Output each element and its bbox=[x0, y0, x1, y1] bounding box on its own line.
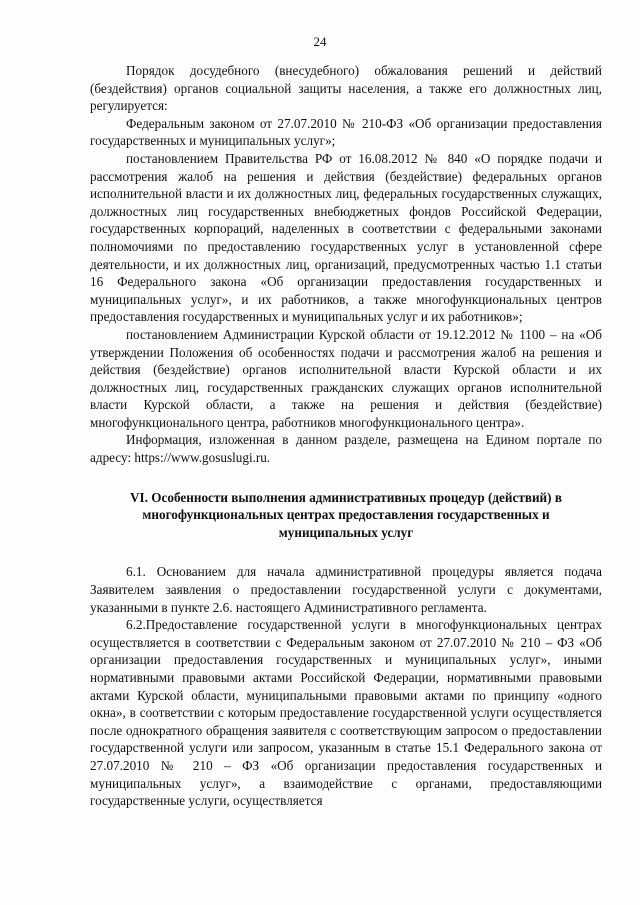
paragraph-6-2: 6.2.Предоставление государственной услуги в многофункциональных центрах осуществляется в соответствии с Федеральным законом от 27.07.2010 № 210 – ФЗ «Об организации предоставления государственных и муниципальных услуг», иными нормативными правовыми актами Российской Федерации, нормативными правовыми актами Курской области, муниципальными правовыми актами по принципу «одного окна», в соответствии с которым предоставление государственной услуги осуществляется после однократного обращения заявителя с соответствующим запросом о предоставлении государственной услуги или запросом, указанным в статье 15.1 Федерального закона от 27.07.2010 № 210 – ФЗ «Об организации предоставления государственных и муниципальных услуг», а взаимодействие с органами, предоставляющими государственные услуги, осуществляется bbox=[90, 617, 602, 809]
paragraph-federal-law: Федеральным законом от 27.07.2010 № 210-ФЗ «Об организации предоставления государственных и муниципальных услуг»; bbox=[90, 115, 602, 149]
paragraph-kursk-administration-decree: постановлением Администрации Курской области от 19.12.2012 № 1100 – на «Об утверждении Положения об особенностях подачи и рассмотрения жалоб на решения и действия (бездействие) органов исполнительной власти Курской области и их должностных лиц, государственных гражданских служащих органов исполнительной власти Курской области, а также на решения и действия (бездействие) многофункционального центра, работников многофункционального центра». bbox=[90, 326, 602, 430]
paragraph-appeal-procedure: Порядок досудебного (внесудебного) обжалования решений и действий (бездействия) органов социальной защиты населения, а также его должностных лиц, регулируется: bbox=[90, 63, 602, 114]
document-body bbox=[90, 62, 602, 810]
paragraph-6-1: 6.1. Основанием для начала административной процедуры является подача Заявителем заявления о предоставлении государственной услуги с документами, указанными в пункте 2.6. настоящего Административного регламента. bbox=[90, 564, 602, 615]
paragraph-portal-info: Информация, изложенная в данном разделе, размещена на Едином портале по адресу: https://www.gosuslugi.ru. bbox=[90, 432, 602, 466]
page-number: 24 bbox=[313, 34, 327, 49]
section-vi-body bbox=[90, 563, 602, 809]
section-heading: VI. Особенности выполнения административных процедур (действий) в многофункциональных центрах предоставления государственных и муниципальных услуг bbox=[130, 489, 562, 540]
paragraph-government-decree: постановлением Правительства РФ от 16.08.2012 № 840 «О порядке подачи и рассмотрения жалоб на решения и действия (бездействие) федеральных органов исполнительной власти и их должностных лиц, федеральных государственных служащих, должностных лиц государственных внебюджетных фондов Российской Федерации, государственных корпораций, наделенных в соответствии с федеральными законами полномочиями по предоставлению государственных услуг в установленной сфере деятельности, и их должностных лиц, организаций, предусмотренных частью 1.1 статьи 16 Федерального закона «Об организации предоставления государственных и муниципальных услуг», и их работников, а также многофункциональных центров предоставления государственных и муниципальных услуг и их работников»; bbox=[90, 150, 602, 325]
